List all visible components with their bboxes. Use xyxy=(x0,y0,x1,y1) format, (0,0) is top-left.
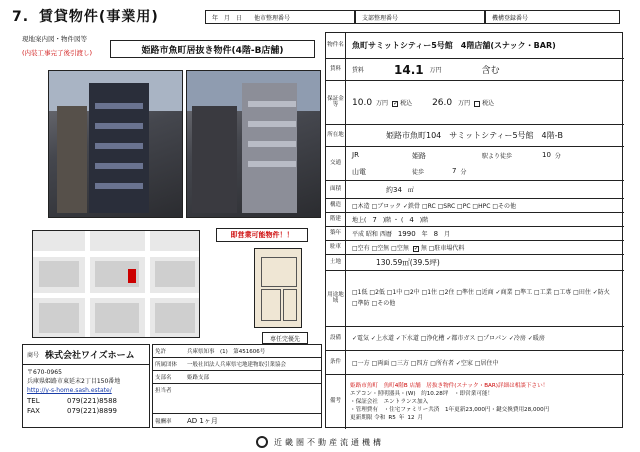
property-address: 姫路市魚町104 サミットシティー5号館 4階-B xyxy=(386,131,564,140)
branch-value: 姫路支部 xyxy=(187,375,210,381)
row-floors: 階建 地上( 7 )階 ・ ( 4 )階 xyxy=(326,213,624,227)
property-name: 魚町サミットシティー5号館 4階店舗(スナック・BAR) xyxy=(352,41,556,50)
fee-label: 報酬率 xyxy=(155,419,172,425)
org-no-label: 機構登録番号 xyxy=(492,14,529,22)
row-usage: 用途地域 □1低 □2低 □1中 □2中 □1住 □2住 □準住 □近商 ✓商業 □準工 □工業 □工専 □田住 ✓防火 □準防 □その他 xyxy=(326,271,624,327)
line-name: JR xyxy=(352,150,359,159)
floors-above: 7 xyxy=(372,215,377,224)
floor-plan xyxy=(254,248,302,328)
floor-unit: 4 xyxy=(409,215,414,224)
tel-label: TEL xyxy=(27,397,40,405)
row-land: 土地 130.59㎡(39.5坪) xyxy=(326,255,624,271)
assoc-label: 所属団体 xyxy=(155,362,178,368)
walk-minutes: 10 xyxy=(542,150,551,159)
building-tower xyxy=(242,83,297,213)
branch-box xyxy=(355,10,485,24)
address: 兵庫県姫路市東延末2丁目150番地 xyxy=(27,378,121,385)
company-name: 株式会社ワイズホーム xyxy=(45,351,135,361)
exterior-photo-2 xyxy=(186,70,321,218)
bus-line: 山電 xyxy=(352,167,366,176)
tax-value: 含む xyxy=(481,66,500,76)
renewal-month: 12 xyxy=(407,415,415,422)
building-left xyxy=(57,106,87,213)
deposit-value: 10.0 xyxy=(352,97,373,108)
status-text: 現地案内図・物件図等 xyxy=(22,35,87,43)
row-other: 条件 □一方 □両面 □三方 □四方 □所有者 ✓空家 □居住中 xyxy=(326,351,624,375)
fax-label: FAX xyxy=(27,407,40,415)
row-built: 築年 平成 昭和 西暦 1990 年 8 月 xyxy=(326,227,624,241)
notes-3: ・保証会社 エントランス加入 xyxy=(350,398,429,405)
guarantee-value: 26.0 xyxy=(432,97,453,108)
rent-unit: 万円 xyxy=(429,67,442,74)
license-value: 兵庫県知事 (1) 第451606号 xyxy=(187,349,266,355)
org-box xyxy=(485,10,620,24)
note-text: (内装工事完了後引渡し) xyxy=(22,49,93,57)
date-box xyxy=(205,10,355,24)
renewal-year: R5 xyxy=(388,415,396,422)
company-url[interactable]: http://y-s-home.sash.estate/ xyxy=(27,387,112,394)
row-address: 所在地 姫路市魚町104 サミットシティー5号館 4階-B xyxy=(326,125,624,147)
building-main xyxy=(89,83,149,213)
tel: 079(221)8588 xyxy=(67,397,117,405)
immediate-badge: 即営業可能物件！！ xyxy=(216,228,308,242)
date-fields: 年 月 日 xyxy=(212,14,243,22)
page-title xyxy=(12,6,159,26)
company-label: 商号 xyxy=(27,352,40,359)
assoc-value: 一般社団法人兵庫県宅地建物取引業協会 xyxy=(187,362,287,368)
postal: 〒670-0965 xyxy=(27,369,62,376)
built-month: 8 xyxy=(433,229,439,238)
notes-1: 姫路市魚町 魚町4階B 店舗 居抜き物件(スナック・BAR)詳細は相談下さい！ xyxy=(350,382,549,389)
footer-org: 近畿圏不動産流通機構 xyxy=(274,437,384,447)
notes-2: エアコン・照明器具・(W) 約10.28坪 ・即営業可能！ xyxy=(350,390,494,397)
area-value: 約34 xyxy=(386,185,402,194)
row-deposit: 保証金等 10.0 万円 ✓ 税込 26.0 万円 税込 xyxy=(326,81,624,125)
staff-label: 担当者 xyxy=(155,388,172,394)
row-equip: 設備 ✓電気 ✓上水道 ✓下水道 □浄化槽 ✓都市ガス □プロパン ✓冷房 ✓暖房 xyxy=(326,327,624,351)
rent-label: 賃料 xyxy=(352,67,365,74)
reg-no-label: 他市整理番号 xyxy=(254,14,291,22)
priority-badge: 専任完優先 xyxy=(262,332,308,344)
fax: 079(221)8899 xyxy=(67,407,117,415)
notes-4: ・管理費有 ・住宅ファミリー共済 1年更新23,000円・鍵交換費用28,000円 xyxy=(350,407,550,414)
row-area: 面積 約34 ㎡ xyxy=(326,181,624,199)
area-map xyxy=(32,230,200,338)
footer-bar xyxy=(0,432,640,452)
org-logo-icon xyxy=(256,436,268,448)
row-rent: 賃料 賃料 14.1 万円 含む xyxy=(326,59,624,81)
property-form xyxy=(325,32,623,428)
exterior-photo-1 xyxy=(48,70,183,218)
row-structure: 構造 □木造 □ブロック ✓鉄骨 □RC □SRC □PC □HPC □その他 xyxy=(326,199,624,213)
station-name: 姫路 xyxy=(412,151,426,160)
fee-value: AD 1ヶ月 xyxy=(187,417,218,425)
property-marker xyxy=(128,269,136,283)
row-parking: 駐車 □空有 □空無 □空無 ✓ 無 □駐車場代料 xyxy=(326,241,624,255)
license-box xyxy=(152,344,322,428)
land-area: 130.59㎡(39.5坪) xyxy=(376,258,440,267)
row-transport: 交通 JR 姫路 駅より徒歩 10 分 山電 徒歩 7 分 xyxy=(326,147,624,181)
row-notes: 備考 姫路市魚町 魚町4階B 店舗 居抜き物件(スナック・BAR)詳細は相談下さい！ エアコン・照明器具・(W) 約10.28坪 ・即営業可能！ ・保証会社 エントランス加入 ・管理費有 ・住宅ファミリー共済 1年更新23,000円・鍵交換費用28,000円 更新期限 令和 R5 年 12 月 xyxy=(326,375,624,429)
section-title: 賃貸物件(事業用) xyxy=(38,9,159,25)
branch-no-label: 支部整理番号 xyxy=(362,14,399,22)
built-year: 1990 xyxy=(397,229,416,238)
row-name: 物件名 魚町サミットシティー5号館 4階店舗(スナック・BAR) xyxy=(326,33,624,59)
bus-walk: 7 xyxy=(452,166,457,175)
rent-value: 14.1 xyxy=(394,62,424,77)
listing-title: 姫路市魚町居抜き物件(4階-B店舗) xyxy=(110,40,315,58)
license-label: 免許 xyxy=(155,349,167,355)
branch-label: 支部名 xyxy=(155,375,172,381)
section-number: 7. xyxy=(12,9,30,25)
company-box xyxy=(22,344,150,428)
